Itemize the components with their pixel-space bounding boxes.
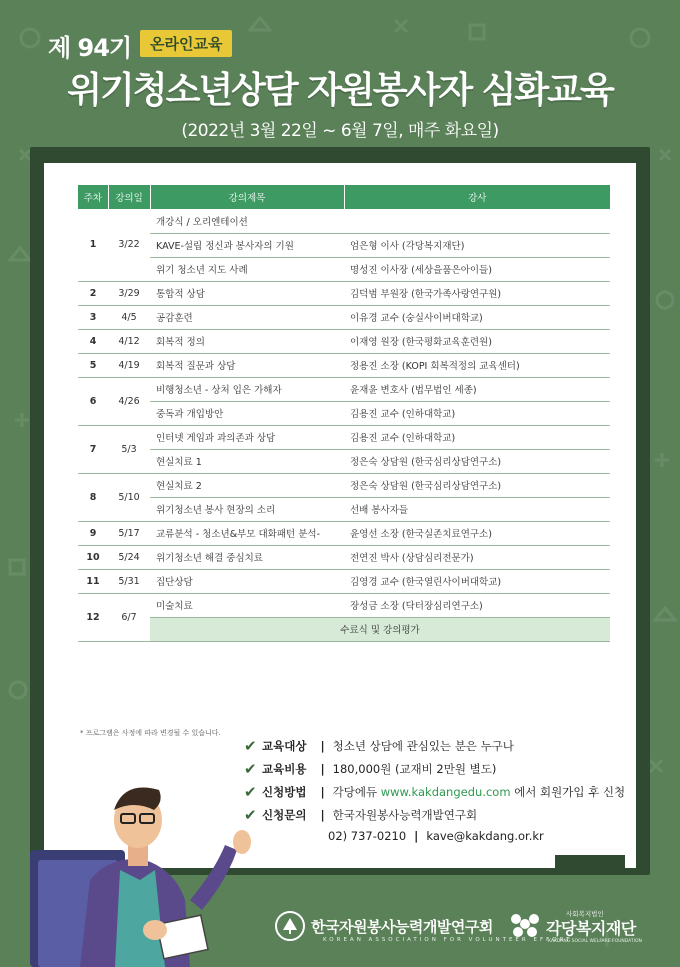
tree-icon bbox=[275, 911, 305, 941]
table-row bbox=[78, 497, 610, 521]
lecture-topic: 집단상담 bbox=[150, 569, 344, 593]
lecture-topic: 위기청소년 해결 중심치료 bbox=[150, 545, 344, 569]
lecturer: 김용진 교수 (인하대학교) bbox=[344, 425, 610, 449]
table-row bbox=[78, 281, 610, 305]
org2-name: 각당복지재단 bbox=[546, 918, 636, 938]
divider: | bbox=[320, 807, 325, 822]
lecture-date: 4/26 bbox=[108, 377, 150, 425]
check-icon: ✔ bbox=[244, 759, 257, 778]
apply-prefix: 각당에듀 bbox=[332, 784, 378, 799]
table-row bbox=[78, 425, 610, 449]
lecturer: 윤영선 소장 (한국실존치료연구소) bbox=[344, 521, 610, 545]
flower-icon bbox=[508, 909, 542, 939]
table-row-finale bbox=[78, 617, 610, 641]
check-icon: ✔ bbox=[244, 736, 257, 755]
table-row bbox=[78, 209, 610, 233]
lecturer: 엄은형 이사 (각당복지재단) bbox=[344, 233, 610, 257]
apply-url-link[interactable]: www.kakdangedu.com bbox=[380, 784, 511, 799]
lecturer: 김영경 교수 (한국열린사이버대학교) bbox=[344, 569, 610, 593]
table-row bbox=[78, 521, 610, 545]
info-fee bbox=[244, 757, 625, 780]
col-date: 강의일 bbox=[108, 185, 150, 209]
week-num: 2 bbox=[78, 281, 108, 305]
lecture-date: 5/3 bbox=[108, 425, 150, 473]
col-topic: 강의제목 bbox=[150, 185, 344, 209]
check-icon: ✔ bbox=[244, 805, 257, 824]
table-row bbox=[78, 401, 610, 425]
divider: | bbox=[320, 784, 325, 799]
table-row bbox=[78, 449, 610, 473]
lecture-topic: 미술치료 bbox=[150, 593, 344, 617]
lecture-date: 4/19 bbox=[108, 353, 150, 377]
info-label: 신청방법 bbox=[262, 784, 307, 799]
contact-email[interactable]: kave@kakdang.or.kr bbox=[426, 829, 544, 843]
lecture-date: 5/17 bbox=[108, 521, 150, 545]
contact-details bbox=[328, 826, 625, 846]
lecturer: 선배 봉사자들 bbox=[344, 497, 610, 521]
table-row bbox=[78, 329, 610, 353]
lecture-topic: 공감훈련 bbox=[150, 305, 344, 329]
lecture-topic: 현실치료 2 bbox=[150, 473, 344, 497]
lecturer: 전연진 박사 (상담심리전문가) bbox=[344, 545, 610, 569]
lecture-date: 3/22 bbox=[108, 209, 150, 281]
week-num: 6 bbox=[78, 377, 108, 425]
board-tab bbox=[555, 855, 625, 875]
lecture-topic: 통합적 상담 bbox=[150, 281, 344, 305]
table-row bbox=[78, 545, 610, 569]
divider: | bbox=[320, 761, 325, 776]
lecturer: 정은숙 상담원 (한국심리상담연구소) bbox=[344, 449, 610, 473]
lecture-topic: 인터넷 게임과 과의존과 상담 bbox=[150, 425, 344, 449]
lecture-topic: 개강식 / 오리엔테이션 bbox=[150, 209, 344, 233]
session-number: 제 94기 bbox=[48, 34, 132, 62]
lecturer: 이재영 원장 (한국평화교육훈련원) bbox=[344, 329, 610, 353]
apply-suffix: 에서 회원가입 후 신청 bbox=[514, 784, 626, 799]
lecture-topic: 현실치료 1 bbox=[150, 449, 344, 473]
table-row bbox=[78, 305, 610, 329]
info-target bbox=[244, 734, 625, 757]
table-row bbox=[78, 473, 610, 497]
week-num: 3 bbox=[78, 305, 108, 329]
table-row bbox=[78, 377, 610, 401]
week-num: 12 bbox=[78, 593, 108, 641]
week-num: 8 bbox=[78, 473, 108, 521]
week-num: 9 bbox=[78, 521, 108, 545]
week-num: 5 bbox=[78, 353, 108, 377]
info-label: 신청문의 bbox=[262, 807, 307, 822]
lecture-date: 5/10 bbox=[108, 473, 150, 521]
info-apply bbox=[244, 780, 625, 803]
week-num: 10 bbox=[78, 545, 108, 569]
lecture-date: 5/24 bbox=[108, 545, 150, 569]
lecturer: 김덕범 부원장 (한국가족사랑연구원) bbox=[344, 281, 610, 305]
lecturer: 이유경 교수 (숭실사이버대학교) bbox=[344, 305, 610, 329]
lecturer bbox=[344, 209, 610, 233]
lecture-topic: 위기청소년 봉사 현장의 소리 bbox=[150, 497, 344, 521]
table-row bbox=[78, 353, 610, 377]
contact-org: 한국자원봉사능력개발연구회 bbox=[332, 807, 478, 822]
page-title: 위기청소년상담 자원봉사자 심화교육 bbox=[67, 70, 613, 111]
footer bbox=[0, 905, 680, 945]
lecturer: 정용진 소장 (KOPI 회복적정의 교육센터) bbox=[344, 353, 610, 377]
divider: | bbox=[320, 738, 325, 753]
lecture-date: 5/31 bbox=[108, 569, 150, 593]
lecture-topic: 회복적 질문과 상담 bbox=[150, 353, 344, 377]
check-icon: ✔ bbox=[244, 782, 257, 801]
week-num: 11 bbox=[78, 569, 108, 593]
lecture-topic: 위기 청소년 지도 사례 bbox=[150, 257, 344, 281]
header bbox=[0, 0, 680, 150]
schedule-note: * 프로그램은 사정에 따라 변경될 수 있습니다. bbox=[80, 729, 221, 737]
lecturer: 김용진 교수 (인하대학교) bbox=[344, 401, 610, 425]
week-num: 1 bbox=[78, 209, 108, 281]
lecture-topic: 교류분석 - 청소년&부모 대화패턴 분석- bbox=[150, 521, 344, 545]
lecturer: 장성금 소장 (닥터장심리연구소) bbox=[344, 593, 610, 617]
info-contact bbox=[244, 803, 625, 826]
table-header-row bbox=[78, 185, 610, 209]
org2-type: 사회복지법인 bbox=[566, 910, 604, 918]
info-value: 청소년 상담에 관심있는 분은 누구나 bbox=[332, 738, 514, 753]
lecture-topic: 회복적 정의 bbox=[150, 329, 344, 353]
lecture-topic: KAVE-설립 정신과 봉사자의 기원 bbox=[150, 233, 344, 257]
org1-logo bbox=[275, 911, 573, 943]
schedule-table bbox=[78, 185, 610, 642]
table-row bbox=[78, 569, 610, 593]
schedule-subtitle: (2022년 3월 22일 ~ 6월 7일, 매주 화요일) bbox=[181, 121, 499, 141]
lecturer: 정은숙 상담원 (한국심리상담연구소) bbox=[344, 473, 610, 497]
lecturer: 명성진 이사장 (세상을품은아이들) bbox=[344, 257, 610, 281]
lecture-topic: 비행청소년 - 상처 입은 가해자 bbox=[150, 377, 344, 401]
lecture-date: 3/29 bbox=[108, 281, 150, 305]
lecturer: 윤재윤 변호사 (법무법인 세종) bbox=[344, 377, 610, 401]
org2-sub: KAKDANG SOCIAL WELFARE FOUNDATION bbox=[548, 939, 642, 944]
week-num: 7 bbox=[78, 425, 108, 473]
table-row bbox=[78, 257, 610, 281]
lecture-date: 4/5 bbox=[108, 305, 150, 329]
lecture-date: 6/7 bbox=[108, 593, 150, 641]
week-num: 4 bbox=[78, 329, 108, 353]
lecture-topic: 중독과 개입방안 bbox=[150, 401, 344, 425]
finale-cell: 수료식 및 강의평가 bbox=[150, 617, 610, 641]
org2-logo bbox=[508, 909, 642, 944]
table-row bbox=[78, 593, 610, 617]
online-badge: 온라인교육 bbox=[140, 30, 232, 57]
table-row bbox=[78, 233, 610, 257]
contact-phone: 02) 737-0210 bbox=[328, 829, 407, 843]
divider: | bbox=[414, 829, 419, 843]
lecture-date: 4/12 bbox=[108, 329, 150, 353]
org1-sub: KOREAN ASSOCIATION FOR VOLUNTEER EFFORT bbox=[323, 937, 573, 943]
info-section bbox=[244, 734, 625, 846]
col-week: 주차 bbox=[78, 185, 108, 209]
info-label: 교육대상 bbox=[262, 738, 307, 753]
info-value: 180,000원 (교재비 2만원 별도) bbox=[332, 761, 497, 776]
col-lecturer: 강사 bbox=[344, 185, 610, 209]
org1-name: 한국자원봉사능력개발연구회 bbox=[311, 917, 493, 936]
info-label: 교육비용 bbox=[262, 761, 307, 776]
